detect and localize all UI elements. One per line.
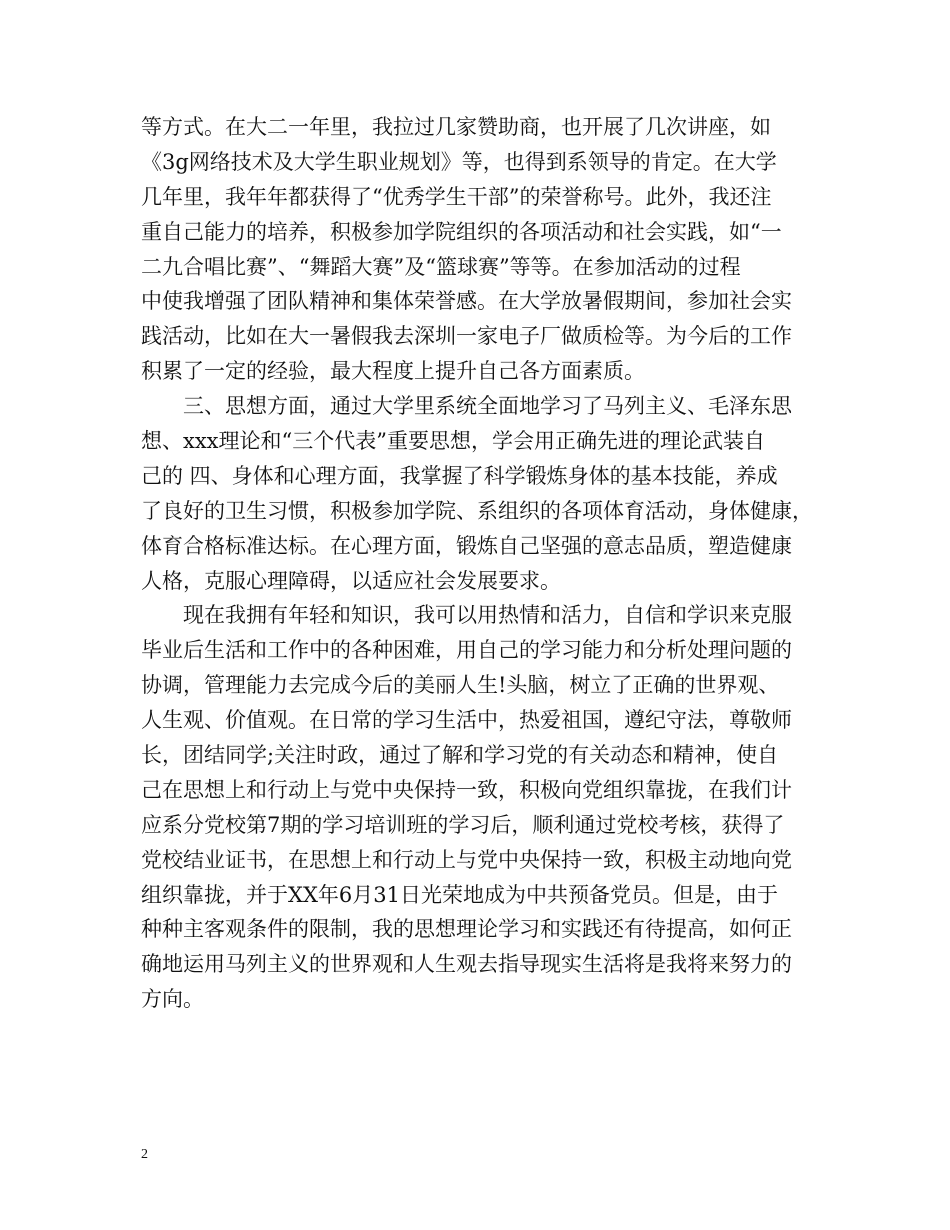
paragraph-3-line-8: 党校结业证书，在思想上和行动上与党中央保持一致，积极主动地向党 xyxy=(141,847,792,872)
paragraph-3-line-12: 方向。 xyxy=(141,987,204,1012)
paragraph-2-line-3: 己的 四、身体和心理方面，我掌握了科学锻炼身体的基本技能，养成 xyxy=(141,463,778,488)
paragraph-3-line-1: 现在我拥有年轻和知识，我可以用热情和活力，自信和学识来克服 xyxy=(183,603,792,628)
paragraph-3-line-9: 组织靠拢，并于XX年6月31日光荣地成为中共预备党员。但是，由于 xyxy=(141,882,778,907)
paragraph-3-line-4: 人生观、价值观。在日常的学习生活中，热爱祖国，遵纪守法，尊敬师 xyxy=(141,708,792,733)
paragraph-1-line-3: 几年里，我年年都获得了“优秀学生干部”的荣誉称号。此外，我还注 xyxy=(141,184,772,209)
paragraph-1-line-7: 践活动，比如在大一暑假我去深圳一家电子厂做质检等。为今后的工作 xyxy=(141,324,792,349)
paragraph-1-line-6: 中使我增强了团队精神和集体荣誉感。在大学放暑假期间，参加社会实 xyxy=(141,289,792,314)
body-text xyxy=(141,110,821,1017)
paragraph-3-line-7: 应系分党校第7期的学习培训班的学习后，顺利通过党校考核，获得了 xyxy=(141,812,785,837)
paragraph-3-line-5: 长，团结同学;关注时政，通过了解和学习党的有关动态和精神，使自 xyxy=(141,743,779,768)
paragraph-1-line-4: 重自己能力的培养，积极参加学院组织的各项活动和社会实践，如“一 xyxy=(141,219,782,244)
paragraph-2-line-4: 了良好的卫生习惯，积极参加学院、系组织的各项体育活动，身体健康， xyxy=(141,498,813,523)
page-number: 2 xyxy=(141,1147,148,1162)
paragraph-2-line-6: 人格，克服心理障碍，以适应社会发展要求。 xyxy=(141,568,561,593)
paragraph-3-line-10: 种种主客观条件的限制，我的思想理论学习和实践还有待提高，如何正 xyxy=(141,917,792,942)
paragraph-3-line-3: 协调，管理能力去完成今后的美丽人生!头脑，树立了正确的世界观、 xyxy=(141,673,780,698)
paragraph-3-line-11: 确地运用马列主义的世界观和人生观去指导现实生活将是我将来努力的 xyxy=(141,952,792,977)
paragraph-2-line-2: 想、xxx理论和“三个代表”重要思想，学会用正确先进的理论武装自 xyxy=(141,429,765,454)
paragraph-2-line-5: 体育合格标准达标。在心理方面，锻炼自己坚强的意志品质，塑造健康 xyxy=(141,533,792,558)
paragraph-1-line-5: 二九合唱比赛”、“舞蹈大赛”及“篮球赛”等等。在参加活动的过程 xyxy=(141,254,741,279)
paragraph-1-line-2: 《3g网络技术及大学生职业规划》等，也得到系领导的肯定。在大学 xyxy=(141,149,777,174)
paragraph-1-line-8: 积累了一定的经验，最大程度上提升自己各方面素质。 xyxy=(141,359,645,384)
paragraph-1-line-1: 等方式。在大二一年里，我拉过几家赞助商，也开展了几次讲座，如 xyxy=(141,115,771,139)
paragraph-2-line-1: 三、思想方面，通过大学里系统全面地学习了马列主义、毛泽东思 xyxy=(183,394,792,419)
paragraph-3-line-2: 毕业后生活和工作中的各种困难，用自己的学习能力和分析处理问题的 xyxy=(141,638,792,663)
paragraph-3-line-6: 己在思想上和行动上与党中央保持一致，积极向党组织靠拢，在我们计 xyxy=(141,777,792,802)
